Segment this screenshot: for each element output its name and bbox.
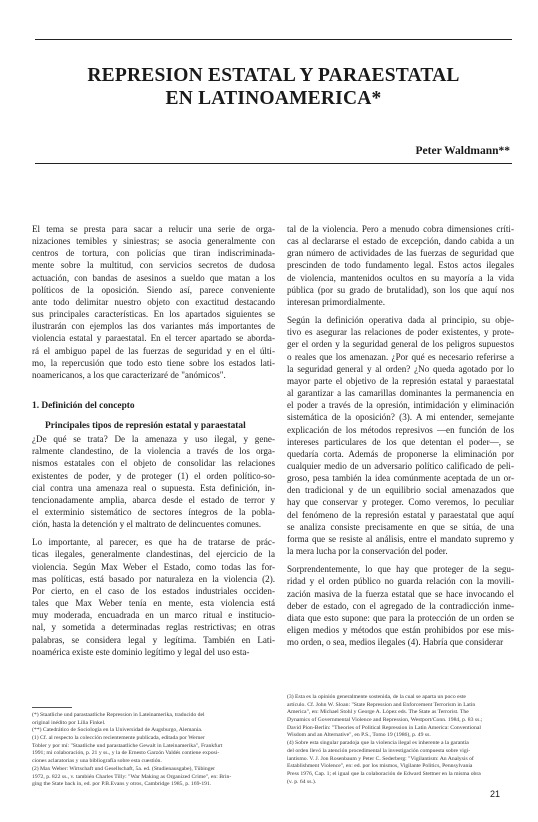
paragraph-line: den tradicional y de un equilibrio social amenazados que: [287, 485, 514, 496]
section-heading: 1. Definición del concepto: [32, 401, 135, 412]
subsection-heading: Principales tipos de represión estatal y paraestatal: [45, 421, 246, 432]
footnote-line: (4) Sobre esta singular paradoja que la violencia ilegal es inherente a la garantía: [287, 740, 469, 747]
footnote-line: 1991; mi colaboración, p. 21 y ss., y la de Ernesto Garzón Valdés contiene exposi-: [32, 750, 220, 757]
paragraph-line: ción, hasta la detención y el maltrato de delincuentes comunes.: [32, 519, 262, 530]
footnote-line: 1972, p. 822 ss., v. también Charles Tilly: "War Making as Organized Crime", en: Brin-: [32, 773, 232, 780]
right-column: [287, 223, 514, 648]
footnote-line: Wisdom and an Alternative", en P.S., Tomo 19 (1986), p. 49 ss.: [287, 732, 431, 739]
footnote-line: (1) Cf. al respecto la colección recientemente publicada, editada por Werner: [32, 735, 205, 742]
paragraph-line: el exterminio sistemático de sectores íntegros de la pobla-: [32, 506, 275, 517]
paragraph-line: explicación de los métodos represivos —en función de los: [287, 424, 514, 435]
title-line-2: EN LATINOAMERICA*: [165, 88, 382, 109]
paragraph-line: cas al declararse el estado de excepción, dando cabida a un: [287, 236, 514, 247]
footnote-line: lantismo. V. J. Jon Rosenbaum y Peter C. Sederberg: "Vigilantism: An Analysis of: [287, 755, 474, 762]
paragraph-line: nismos estatales con el objeto de consolidar las relaciones: [32, 458, 275, 469]
paragraph-line: gran número de actividades de las fuerzas de seguridad que: [287, 248, 514, 259]
paragraph-line: ralmente clandestino, de la violencia a través de los orga-: [32, 446, 275, 457]
paragraph-line: ger el orden y la seguridad general de los peligros supuestos: [287, 339, 514, 350]
paragraph-line: pública (por su grado de brutalidad), son los que aquí nos: [287, 284, 514, 295]
author-rule: [35, 163, 512, 164]
article-title: [35, 64, 512, 110]
paragraph-line: políticos de la oposición. Siendo así, parece conveniente: [32, 284, 275, 295]
paragraph-line: centros de tortura, con policías que tiran indiscriminada-: [32, 248, 275, 259]
paragraph-line: la seguridad general y al orden? ¿No queda agotado por lo: [287, 363, 514, 374]
paragraph-line: cualquier medio de un adversario político calificado de peli-: [287, 460, 514, 471]
paragraph-line: palabras, se considera legal y legítima. También en Lati-: [32, 634, 275, 645]
paragraph-line: de violencia, mantenidos ocultos en su mayoría a la vida: [287, 272, 514, 283]
footnote-line: ciones aclaratorias y una bibliografía sobre esta cuestión.: [32, 758, 162, 765]
paragraph-line: o reales que los amenazan. ¿Por qué es necesario referirse a: [287, 351, 514, 362]
paragraph-line: rá el ambiguo papel de las fuerzas de seguridad y en el últi-: [32, 345, 275, 356]
paragraph-line: El tema se presta para sacar a relucir una serie de orga-: [32, 224, 275, 234]
right-footnotes: [287, 694, 514, 786]
paragraph-line: violencia. Según Max Weber el Estado, como todas las for-: [32, 561, 275, 572]
page-number: 21: [489, 789, 500, 799]
paragraph-line: deber de estado, con el agregado de la contradicción inme-: [287, 600, 514, 611]
paragraph-line: tales que Max Weber tenía en mente, esta violencia está: [32, 598, 275, 609]
paragraph-line: mo, la repercusión que todo esto tiene sobre los estados lati-: [32, 357, 275, 368]
paragraph-line: quedaría corta. Además de proponerse la eliminación por: [287, 448, 514, 459]
paragraph-line: prescinden de todo fundamento legal. Estos actos ilegales: [287, 260, 514, 271]
left-footnotes: [32, 712, 275, 789]
paragraph-line: actuación, con bandas de asesinos a sueldo que matan a los: [32, 272, 275, 283]
footnote-line: (v. p. 64 ss.).: [287, 778, 317, 785]
paragraph-line: violencia estatal y paraestatal. En el tercer apartado se aborda-: [32, 333, 275, 344]
footnote-line: Establishment Violence", en: ed. por los mismos, Vigilante Politics, Pennsylvania: [287, 763, 473, 770]
footnote-line: (3) Esta es la opinión generalmente sostenida, de la cual se aparta un poco este: [287, 694, 466, 700]
paragraph-line: Sorprendentemente, lo que hay que proteger de la segu-: [287, 564, 514, 575]
paragraph-line: noamericanos, a los que caracterizaré de "anómicos".: [32, 369, 226, 380]
paragraph-line: del fenómeno de la represión estatal y paraestatal que aquí: [287, 509, 514, 520]
paragraph-line: mente sobre la multitud, con servicios secretos de dudosa: [32, 260, 275, 271]
paragraph-line: ante todo delimitar nuestro objeto con exactitud destacando: [32, 296, 275, 307]
footnote-line: (*) Staatliche und parastaatliche Repression in Lateinamerika, traducido del: [32, 712, 205, 718]
footnote-line: Press 1976, Cap. 1; el igual que la colaboración de Edward Stettner en la misma obra: [287, 770, 481, 777]
paragraph-line: diata que esto supone: que para la protección de un orden se: [287, 612, 514, 623]
paragraph-line: forma que se resiste al análisis, entre el mandato supremo y: [287, 533, 514, 544]
paragraph-line: mo orden, o sea, medios ilegales (4). Habría que considerar: [287, 637, 504, 648]
footnote-line: del orden llevó la atención procedimental la investigación compuesta sobre vigi-: [287, 747, 471, 754]
paragraph-line: tal de la violencia. Pero a menudo cobra dimensiones críti-: [287, 224, 514, 234]
paragraph-line: eligen medios y métodos que están prohibidos por ese mis-: [287, 625, 514, 635]
footnote-line: (2) Max Weber: Wirtschaft und Gesellschaft, 5a. ed. (Studienausgabe), Tübinger: [32, 765, 215, 772]
paragraph-line: ridad y el orden público no guarda relación con la movili-: [287, 576, 514, 587]
paragraph-line: la mera lucha por la conservación del poder.: [287, 546, 448, 557]
footnote-line: Dynamics of Governmental Violence and Repression, Westport/Conn. 1984, p. 83 ss.;: [287, 717, 483, 724]
footnote-line: original inédito por Lilia Finkel.: [32, 719, 106, 726]
paragraph-line: mas políticas, está basado por naturaleza en la violencia (2).: [32, 573, 275, 584]
footnote-line: ging the State back in, ed. por P.B.Evans y otros, Cambridge 1985, p. 169-191.: [32, 781, 212, 788]
paragraph-line: ¿De qué se trata? De la amenaza y uso ilegal, y gene-: [32, 434, 275, 445]
paragraph-line: interesan primordialmente.: [287, 296, 385, 307]
paragraph-line: hay que conservar y proteger. Como veremos, lo peculiar: [287, 497, 514, 508]
paragraph-line: Por cierto, en el caso de los estados industriales occiden-: [32, 585, 275, 596]
left-footnote-rule: [32, 707, 72, 708]
footnote-line: America", en: Michael Stohl y George A. López eds. The State as Terrorist. The: [287, 709, 469, 716]
paragraph-line: nal, y sometida a determinadas reglas restrictivas; en otras: [32, 622, 275, 633]
paragraph-line: cial contra una amenaza real o supuesta. Esta definición, in-: [32, 482, 275, 493]
author-name: Peter Waldmann**: [415, 145, 510, 157]
paragraph-line: Lo importante, al parecer, es que ha de tratarse de prác-: [32, 537, 275, 548]
paragraph-line: muy moderada, encuadrada en un marco ritual e institucio-: [32, 610, 275, 621]
paragraph-line: sistemática de la oposición? (3). A mi entender, semejante: [287, 412, 514, 423]
left-column: [32, 223, 275, 658]
footnote-line: (**) Catedrático de Sociología en la Universidad de Augsburgo, Alemania.: [32, 727, 203, 734]
footnote-line: David Pion-Berlin: "Theories of Political Repression in Latin America: Conventional: [287, 724, 481, 731]
paragraph-line: groso, pesa también la idea comúnmente aceptada de un or-: [287, 473, 514, 484]
top-rule: [35, 39, 512, 40]
footnote-line: artículo. Cf. John W. Sloan: "State Repression and Enforcement Terrorism in Latin: [287, 701, 476, 708]
paragraph-line: nizaciones temibles y siniestras; se asocia generalmente con: [32, 236, 275, 247]
paragraph-line: intereses particulares de los que detentan el poder—, se: [287, 436, 514, 447]
footnote-line: Tobler y por mí: "Staatliche und parastaatliche Gewalt in Lateinamerika", Frankfurt: [32, 742, 223, 749]
title-line-1: REPRESION ESTATAL Y PARAESTATAL: [87, 65, 460, 86]
paragraph-line: se analiza consiste precisamente en que se sitúa, de una: [287, 521, 514, 532]
paragraph-line: al garantizar a las camarillas dominantes la permanencia en: [287, 388, 514, 399]
paragraph-line: tivo es asegurar las relaciones de poder existentes, y prote-: [287, 327, 514, 338]
paragraph-line: noamérica existe este dominio legítimo y legal del uso esta-: [32, 646, 250, 657]
paragraph-line: tencionadamente amplia, abarca desde el estado de terror y: [32, 494, 275, 505]
paragraph-line: el poder a través de la opresión, intimidación y eliminación: [287, 400, 514, 411]
paragraph-line: sus principales características. En los apartados siguientes se: [32, 309, 275, 320]
paragraph-line: Según la definición operativa dada al principio, su obje-: [287, 315, 514, 326]
paragraph-line: ilustrarán con ejemplos las dos variantes más importantes de: [32, 321, 275, 332]
paragraph-line: ticas ilegales, generalmente clandestinas, del ejercicio de la: [32, 549, 275, 560]
paragraph-line: existentes de poder, y de proteger (1) el orden político-so-: [32, 470, 275, 481]
paragraph-line: mayor parte el objetivo de la represión estatal y paraestatal: [287, 375, 514, 386]
paragraph-line: zación masiva de la fuerza estatal que se hace invocando el: [287, 588, 514, 599]
